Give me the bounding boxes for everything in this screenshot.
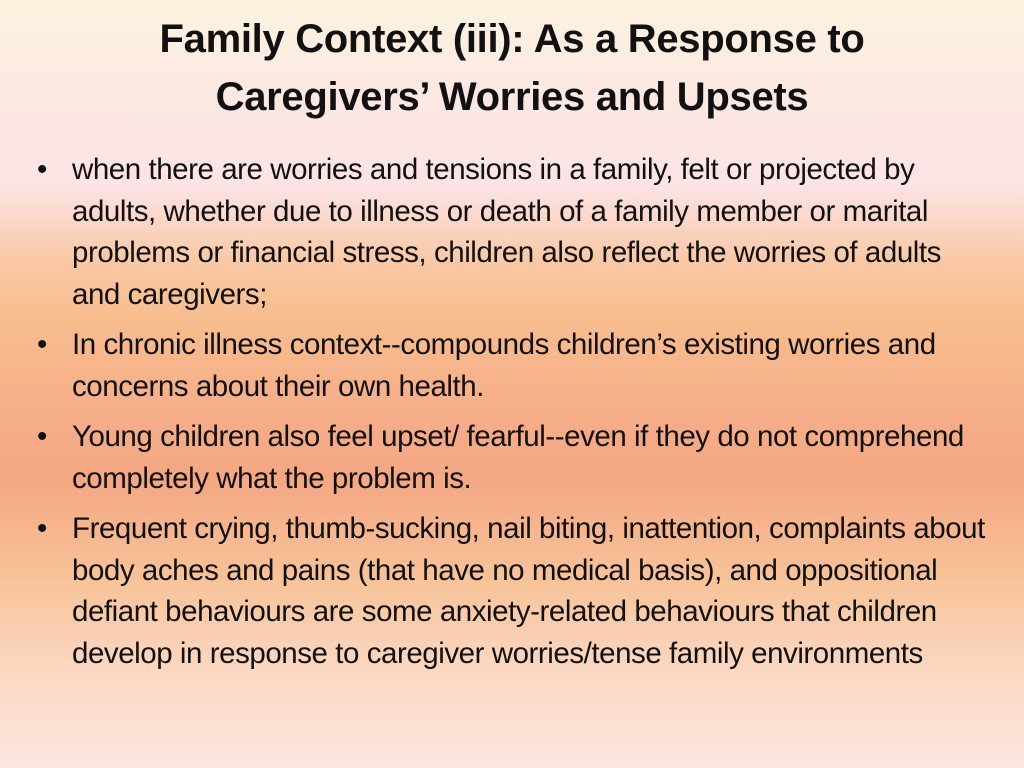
bullet-text: In chronic illness context--compounds children’s existing worries and concerns about their own health. <box>72 328 936 403</box>
bullet-item-young-children <box>30 416 996 499</box>
bullet-item-worries-tensions <box>30 149 996 315</box>
bullet-point-icon: • <box>37 328 47 361</box>
bullet-list <box>30 149 996 683</box>
bullet-point-icon: • <box>37 512 47 545</box>
bullet-text: Frequent crying, thumb-sucking, nail biting, inattention, complaints about body aches and pains (that have no medical basis), and oppositional defiant behaviours are some anxiety-related behaviours that children develop in response to caregiver worries/tense family environments <box>72 512 985 670</box>
bullet-item-anxiety-behaviours <box>30 508 996 674</box>
slide-title <box>60 10 964 126</box>
slide-title-line-1: Family Context (iii): As a Response to <box>159 17 865 61</box>
bullet-item-chronic-illness <box>30 324 996 407</box>
bullet-point-icon: • <box>37 420 47 453</box>
bullet-point-icon: • <box>37 153 47 186</box>
bullet-text: when there are worries and tensions in a family, felt or projected by adults, whether due to illness or death of a family member or marital problems or financial stress, children also reflect the worries of adults and caregivers; <box>72 153 941 311</box>
slide-title-line-2: Caregivers’ Worries and Upsets <box>215 75 809 119</box>
bullet-text: Young children also feel upset/ fearful--even if they do not comprehend completely what the problem is. <box>72 420 964 495</box>
